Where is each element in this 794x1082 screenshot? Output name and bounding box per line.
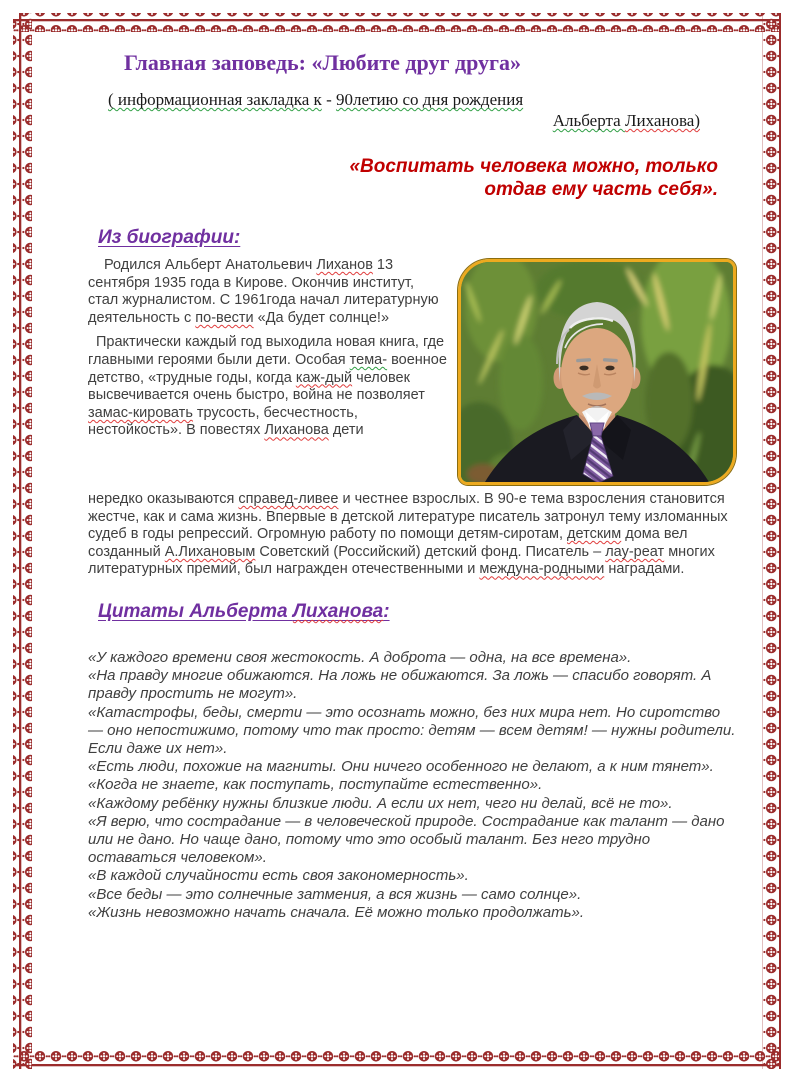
quotes-heading: Цитаты Альберта Лиханова:: [98, 600, 390, 622]
quote-item: «Каждому ребёнку нужны близкие люди. А если их нет, чего ни делай, всё не то».: [88, 794, 673, 812]
quote-item: «Все беды — это солнечные затмения, а вся жизнь — само солнце».: [88, 885, 582, 903]
quote-item: «Когда не знаете, как поступать, поступайте естественно».: [88, 776, 543, 794]
subtitle-line-1: ( информационная закладка к - 90летию со дня рождения: [108, 90, 524, 109]
epigraph-line-2: отдав ему часть себя».: [484, 179, 718, 200]
quote-item: «Жизнь невозможно начать сначала. Её можно только продолжать».: [88, 903, 585, 921]
biography-section: [88, 257, 736, 579]
biography-heading: Из биографии:: [98, 227, 241, 248]
quote-item: «В каждой случайности есть своя закономерность».: [88, 867, 469, 885]
biography-paragraph-3: нередко оказываются справед-ливее и честнее взрослых. В 90-е тема взросления становится жестче, как и сама жизнь. Впервые в детской литературе писатель затронул тему изломанных судеб в годы репрессий. Огромную работу по помощи детям-сиротам, детским дома вел созданный А.Лихановым Советский (Российский) детский фонд. Писатель – лау-реат многих литературных премий, был награжден отечественными и междуна-родными наградами.: [88, 491, 728, 578]
page-title: Главная заповедь: «Любите друг друга»: [124, 50, 522, 75]
page-content: [32, 32, 762, 1050]
quote-item: «Катастрофы, беды, смерти — это осознать можно, без них мира нет. Но сиротство — оно непостижимо, потому что так просто: детям — всем детям! — нужны родители. Если даже их нет».: [88, 703, 736, 757]
portrait-photo: [458, 259, 736, 485]
biography-paragraph-1: Родился Альберт Анатольевич Лиханов 13 сентября 1935 года в Кирове. Окончив институт, стал журналистом. С 1961года начал литературную деятельность с по-вести «Да будет солнце!»: [88, 257, 439, 326]
subtitle-line-2: Альберта Лиханова): [552, 111, 700, 130]
quotes-list: [88, 649, 736, 922]
quote-item: «У каждого времени своя жестокость. А доброта — одна, на все времена».: [88, 648, 632, 666]
quote-item: «На правду многие обижаются. На ложь не обижаются. За ложь — спасибо говорят. А правду простить не могут».: [88, 667, 712, 703]
epigraph-quote: [88, 155, 736, 201]
quote-item: «Я верю, что сострадание — в человеческой природе. Сострадание как талант — дано или не дано. Но чаще дано, потому что это особый талант. Без него трудно оставаться человеком».: [88, 812, 725, 867]
epigraph-line-1: «Воспитать человека можно, только: [349, 156, 718, 177]
subtitle: [88, 89, 736, 131]
portrait-illustration: [461, 262, 733, 482]
biography-paragraph-2: Практически каждый год выходила новая книга, где главными героями были дети. Особая тема- военное детство, «трудные годы, когда каж-дый человек высвечивается очень быстро, война не позволяет замас-кировать трусость, бесчестность, нестойкость». В повестях Лиханова дети: [88, 334, 447, 439]
quote-item: «Есть люди, похожие на магниты. Они ничего особенного не делают, а к ним тянет».: [88, 758, 714, 776]
